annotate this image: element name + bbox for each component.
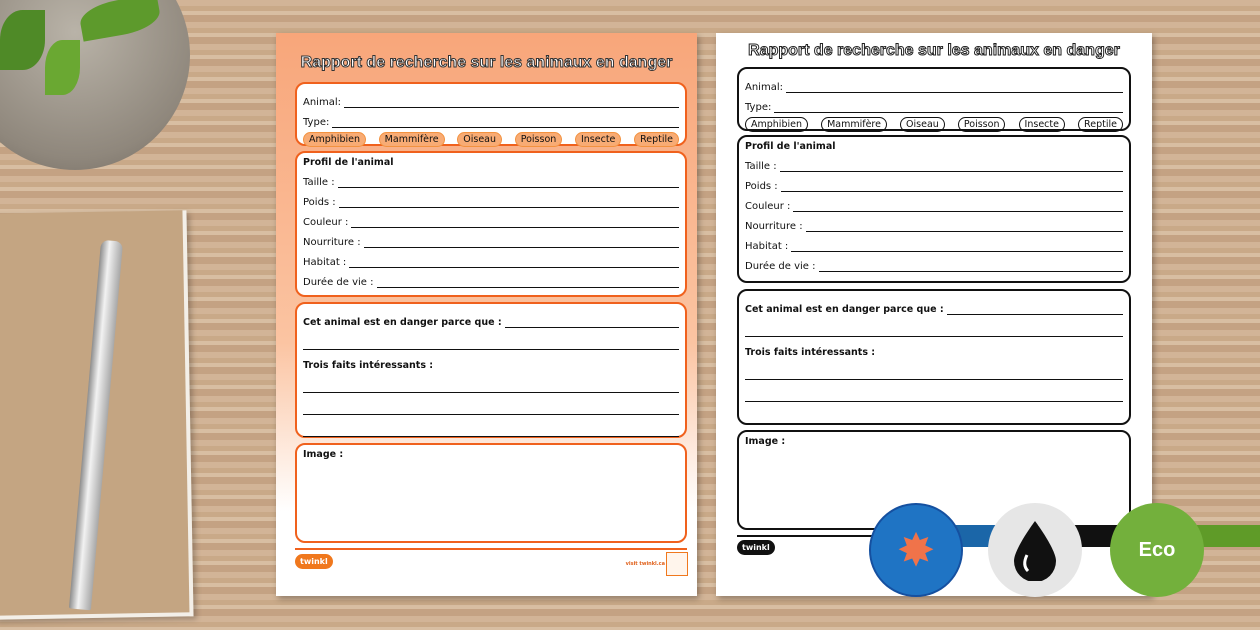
danger-label: Cet animal est en danger parce que : <box>303 317 502 328</box>
type-option[interactable]: Mammifère <box>379 132 445 147</box>
facts-input-line[interactable] <box>303 371 679 393</box>
quality-stamp <box>666 552 688 576</box>
ink-drop-icon <box>1010 519 1060 581</box>
field-input[interactable] <box>377 276 680 288</box>
facts-input-line[interactable] <box>303 415 679 437</box>
profile-heading: Profil de l'animal <box>303 157 394 168</box>
worksheet-color <box>276 33 697 596</box>
facts-label: Trois faits intéressants : <box>745 347 876 358</box>
type-option[interactable]: Amphibien <box>303 132 366 147</box>
type-option[interactable]: Amphibien <box>745 117 808 132</box>
field-input[interactable] <box>339 196 679 208</box>
image-box[interactable] <box>295 443 687 543</box>
type-option[interactable]: Reptile <box>634 132 679 147</box>
field-label: Habitat : <box>303 257 347 268</box>
field-label: Couleur : <box>303 217 349 228</box>
animal-type-box <box>737 67 1131 131</box>
facts-input-line[interactable] <box>745 402 1123 424</box>
facts-label: Trois faits intéressants : <box>303 360 434 371</box>
animal-input[interactable] <box>344 96 679 108</box>
type-option[interactable]: Mammifère <box>821 117 887 132</box>
type-option[interactable]: Poisson <box>515 132 563 147</box>
canadian-badge <box>869 503 963 597</box>
ink-saver-badge <box>988 503 1082 597</box>
field-label: Poids : <box>745 181 778 192</box>
eco-label: Eco <box>1138 538 1176 561</box>
field-input[interactable] <box>338 176 679 188</box>
field-input[interactable] <box>806 220 1123 232</box>
field-label: Couleur : <box>745 201 791 212</box>
field-input[interactable] <box>793 200 1123 212</box>
type-option[interactable]: Oiseau <box>900 117 945 132</box>
twinkl-logo: twinkl <box>295 554 333 569</box>
danger-input[interactable] <box>505 316 679 328</box>
facts-input-line[interactable] <box>745 358 1123 380</box>
image-label: Image : <box>745 436 786 447</box>
type-option[interactable]: Insecte <box>575 132 621 147</box>
danger-label: Cet animal est en danger parce que : <box>745 304 944 315</box>
field-input[interactable] <box>791 240 1123 252</box>
type-option[interactable]: Insecte <box>1019 117 1065 132</box>
danger-input-line[interactable] <box>303 328 679 350</box>
field-input[interactable] <box>364 236 679 248</box>
footer-divider <box>295 548 687 550</box>
field-label: Nourriture : <box>745 221 803 232</box>
twinkl-logo: twinkl <box>737 540 775 555</box>
field-label: Taille : <box>745 161 777 172</box>
profile-box <box>737 135 1131 283</box>
type-input[interactable] <box>332 116 679 128</box>
eco-badge <box>1110 503 1204 597</box>
field-label: Durée de vie : <box>745 261 816 272</box>
worksheet-title: Rapport de recherche sur les animaux en danger <box>300 54 673 71</box>
type-option[interactable]: Oiseau <box>457 132 502 147</box>
type-input[interactable] <box>774 101 1123 113</box>
animal-label: Animal: <box>745 82 783 93</box>
field-label: Durée de vie : <box>303 277 374 288</box>
animal-label: Animal: <box>303 97 341 108</box>
field-label: Poids : <box>303 197 336 208</box>
plant-leaf <box>0 10 45 70</box>
danger-box <box>737 289 1131 425</box>
footer-url: visit twinkl.ca <box>625 561 665 567</box>
type-label: Type: <box>745 102 772 113</box>
type-label: Type: <box>303 117 330 128</box>
field-label: Habitat : <box>745 241 789 252</box>
field-input[interactable] <box>819 260 1124 272</box>
animal-type-box <box>295 82 687 146</box>
field-input[interactable] <box>349 256 679 268</box>
field-input[interactable] <box>781 180 1123 192</box>
field-label: Nourriture : <box>303 237 361 248</box>
worksheet-title: Rapport de recherche sur les animaux en danger <box>748 42 1120 59</box>
plant-leaf <box>45 40 80 95</box>
field-label: Taille : <box>303 177 335 188</box>
animal-input[interactable] <box>786 81 1123 93</box>
image-label: Image : <box>303 449 344 460</box>
facts-input-line[interactable] <box>303 393 679 415</box>
profile-heading: Profil de l'animal <box>745 141 836 152</box>
profile-box <box>295 151 687 297</box>
type-option[interactable]: Poisson <box>958 117 1006 132</box>
maple-leaf-icon: ✸ <box>896 523 936 577</box>
type-option[interactable]: Reptile <box>1078 117 1123 132</box>
danger-input-line[interactable] <box>745 315 1123 337</box>
danger-input[interactable] <box>947 303 1123 315</box>
danger-box <box>295 302 687 438</box>
facts-input-line[interactable] <box>745 380 1123 402</box>
field-input[interactable] <box>780 160 1123 172</box>
field-input[interactable] <box>351 216 679 228</box>
